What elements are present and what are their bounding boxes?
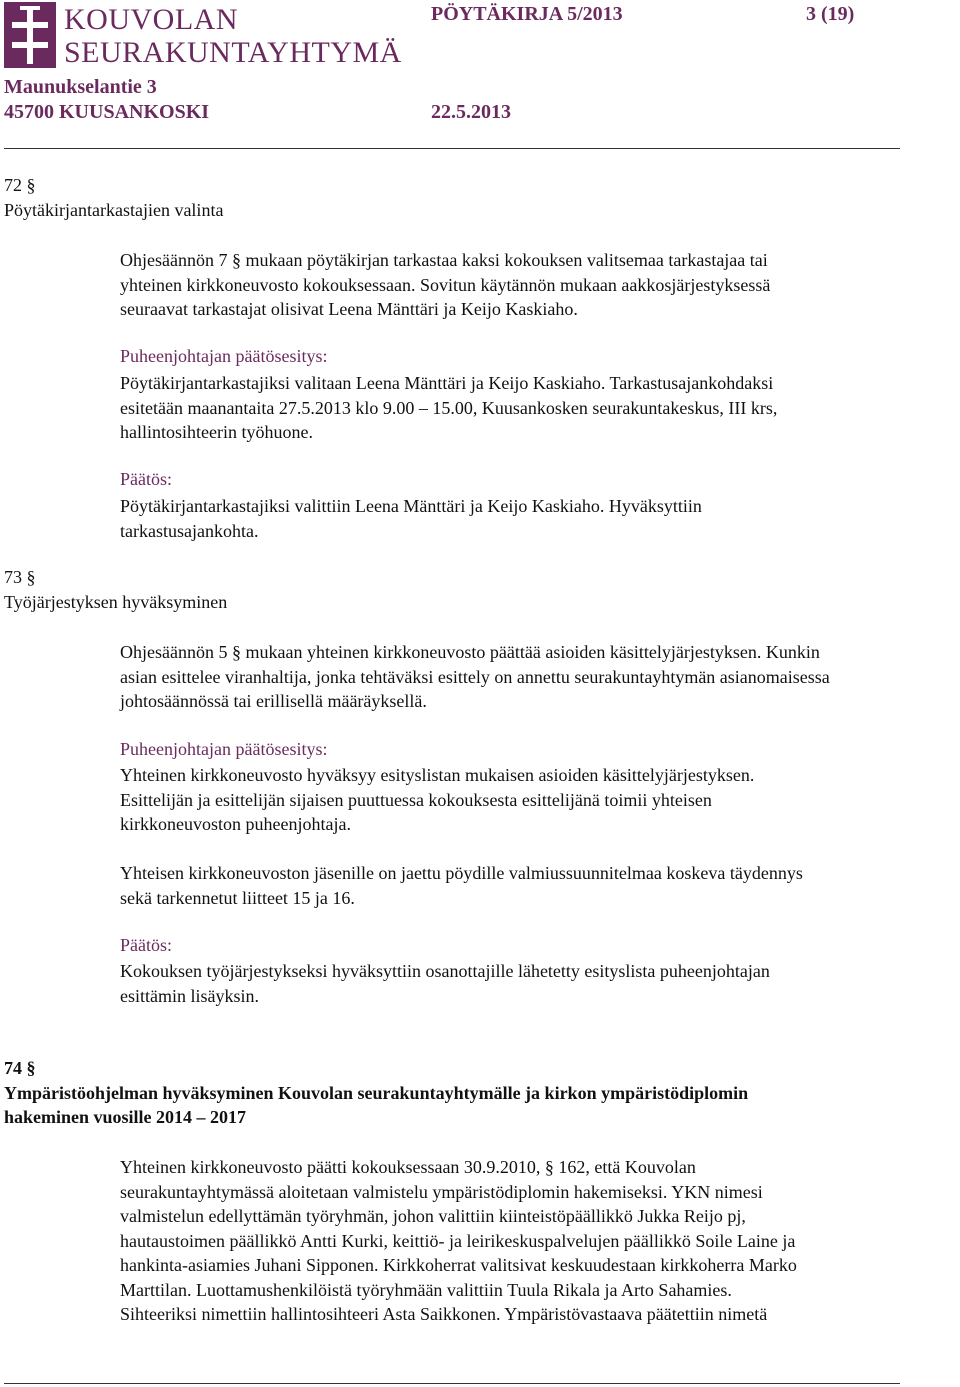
section-73-note <box>120 861 960 910</box>
section-74-title-line1: Ympäristöohjelman hyväksyminen Kouvolan seurakuntayhtymälle ja kirkon ympäristödiplomin <box>4 1083 749 1103</box>
text-line: kirkkoneuvoston puheenjohtaja. <box>120 814 351 834</box>
text-line: tarkastusajankohta. <box>120 520 259 541</box>
org-name-line2: SEURAKUNTAYHTYMÄ <box>64 36 402 69</box>
text-line: esitetään maanantaita 27.5.2013 klo 9.00 – 15.00, Kuusankosken seurakuntakeskus, III krs, <box>120 397 778 418</box>
section-74-intro <box>120 1155 960 1327</box>
section-73-intro <box>120 640 960 714</box>
text-line: Pöytäkirjantarkastajiksi valittiin Leena Mänttäri ja Keijo Kaskiaho. Hyväksyttiin <box>120 496 702 516</box>
section-73-proposal-label: Puheenjohtajan päätösesitys: <box>120 739 328 759</box>
section-73-proposal <box>120 763 960 837</box>
footer-rule <box>4 1383 900 1384</box>
text-line: Kokouksen työjärjestykseksi hyväksyttiin osanottajille lähetetty esityslista puheenjohtajan <box>120 961 770 981</box>
text-line: hautaustoimen päällikkö Antti Kurki, keittiö- ja leirikeskuspalvelujen päällikkö Soile Laine ja <box>120 1230 796 1251</box>
text-line: Marttilan. Luottamushenkilöistä työryhmään valittiin Tuula Rikala ja Arto Sahamies. <box>120 1279 732 1300</box>
section-72-proposal-label: Puheenjohtajan päätösesitys: <box>120 346 328 366</box>
text-line: Ohjesäännön 5 § mukaan yhteinen kirkkoneuvosto päättää asioiden käsittelyjärjestyksen. Kunkin <box>120 642 820 662</box>
section-72-intro <box>120 248 960 322</box>
section-72-number: 72 § <box>4 175 36 195</box>
section-72-decision-label: Päätös: <box>120 469 172 489</box>
section-74-number: 74 § <box>4 1058 36 1078</box>
text-line: Sihteeriksi nimettiin hallintosihteeri Asta Saikkonen. Ympäristövastaava päätettiin nimetä <box>120 1304 768 1324</box>
text-line: hallintosihteerin työhuone. <box>120 422 313 442</box>
page-number: 3 (19) <box>806 3 855 25</box>
section-72-decision <box>120 494 960 543</box>
section-72-proposal <box>120 371 960 445</box>
text-line: sekä tarkennetut liitteet 15 ja 16. <box>120 887 355 908</box>
logo-cross-icon <box>4 2 56 68</box>
section-72-title: Pöytäkirjantarkastajien valinta <box>4 200 224 220</box>
section-73-title: Työjärjestyksen hyväksyminen <box>4 592 228 612</box>
text-line: Pöytäkirjantarkastajiksi valitaan Leena Mänttäri ja Keijo Kaskiaho. Tarkastusajankohdaksi <box>120 373 774 393</box>
org-name-line1: KOUVOLAN <box>64 3 238 36</box>
text-line: Yhteinen kirkkoneuvosto hyväksyy esityslistan mukaisen asioiden käsittelyjärjestyksen. <box>120 765 755 785</box>
text-line: asian esittelee viranhaltija, jonka tehtäväksi esittely on annettu seurakuntayhtymän asianomaisessa <box>120 666 830 687</box>
address-city: 45700 KUUSANKOSKI <box>4 101 210 123</box>
text-line: johtosäännössä tai erillisellä määräyksellä. <box>120 691 427 711</box>
text-line: hankinta-asiamies Juhani Sipponen. Kirkkoherrat valitsivat keskuudestaan kirkkoherra Marko <box>120 1255 797 1275</box>
text-line: seuraavat tarkastajat olisivat Leena Mänttäri ja Keijo Kaskiaho. <box>120 299 578 319</box>
text-line: Esittelijän ja esittelijän sijaisen puuttuessa kokouksesta esittelijänä toimii yhteisen <box>120 789 712 810</box>
text-line: yhteinen kirkkoneuvosto kokouksessaan. Sovitun käytännön mukaan aakkosjärjestyksessä <box>120 274 771 295</box>
address-street: Maunukselantie 3 <box>4 76 157 98</box>
section-74-title-line2: hakeminen vuosille 2014 – 2017 <box>4 1107 247 1127</box>
section-73-decision <box>120 959 960 1008</box>
section-73-number: 73 § <box>4 567 36 587</box>
text-line: Ohjesäännön 7 § mukaan pöytäkirjan tarkastaa kaksi kokouksen valitsemaa tarkastajaa tai <box>120 250 768 270</box>
text-line: Yhteisen kirkkoneuvoston jäsenille on jaettu pöydille valmiussuunnitelmaa koskeva täydennys <box>120 863 803 883</box>
text-line: seurakuntayhtymässä aloitetaan valmistelu ympäristödiplomin hakemiseksi. YKN nimesi <box>120 1181 763 1202</box>
header-rule <box>4 148 900 149</box>
document-date: 22.5.2013 <box>431 101 511 123</box>
text-line: esittämin lisäyksin. <box>120 985 259 1006</box>
section-73-decision-label: Päätös: <box>120 935 172 955</box>
document-title: PÖYTÄKIRJA 5/2013 <box>431 3 623 25</box>
text-line: Yhteinen kirkkoneuvosto päätti kokouksessaan 30.9.2010, § 162, että Kouvolan <box>120 1157 696 1177</box>
text-line: valmistelun edellyttämän työryhmän, johon valittiin kiinteistöpäällikkö Jukka Reijo pj, <box>120 1206 746 1226</box>
